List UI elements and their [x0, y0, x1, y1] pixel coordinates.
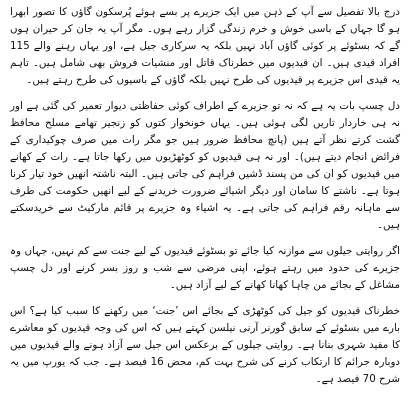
article-paragraph-1: درج بالا تفصیل سے آپ کے ذہن میں ایک جزیرے پر بسے ہوئے پُرسکون گاؤں کا تصور ابھرا ہو گا جہاں کے باسی خوش و خرم زندگی گزار رہے ہوں۔ مگر آپ یہ جان کر حیران ہوں گے کہ بسٹوئے پر کوئی گاؤں آباد نہیں بلکہ یہ سرکاری جیل ہے، اور یہاں رہنے والے 115 افراد قیدی ہیں۔ ان قیدیوں میں خطرناک قاتل اور منشیات فروش بھی شامل ہیں۔ تاہم یہ قیدی اس جزیرے پر قیدیوں کی طرح نہیں بلکہ گاؤں کے باسیوں کی طرح رہتے ہیں۔ [10, 6, 400, 86]
article-paragraph-2: دل چسپ بات یہ ہے کہ نہ تو جزیرے کے اطراف کوئی حفاظتی دیوار تعمیر کی گئی ہے اور نہ ہی خاردار تاریں لگی ہوئی ہیں۔ یہاں خونخوار کتوں کو زنجیر تھامے مسلح محافظ گشت کرتے نظر آتے ہیں (پانچ محافظ ضرور ہیں جو مگر رات میں صرف چوکیداری کے فرائض انجام دیتے ہیں)۔ اور نہ ہی قیدیوں کو کوٹھڑیوں میں رکھا جاتا ہے۔ رات کے کھانے میں قیدیوں کو ان کی من پسند ڈشیں فراہم کی جاتی ہیں۔ البتہ ناشتہ انھیں خود تیار کرنا ہوتا ہے۔ ناشتے کا سامان اور دیگر اشیائے ضرورت خریدنے کے لیے انھیں حکومت کی طرف سے ماہانہ رقم فراہم کی جاتی ہے۔ یہ اشیاء وہ جزیرے پر قائم مارکیٹ سے خریدسکتے ہیں۔ [10, 100, 400, 231]
article-paragraph-4: خطرناک قیدیوں کو جیل کی کوٹھڑی کے بجائے اس ’جنت‘ میں رکھنے کا سبب کیا ہے؟ اس بارے میں بسٹوئے کے سابق گورنر آرنی نیلسن کہتے ہیں کہ اس کی وجہ قیدیوں کو معاشرے کا مفید شہری بنانا ہے۔ روایتی جیلوں کے برعکس اس جیل سے آزاد ہونے والے قیدیوں میں دوبارہ جرائم کا ارتکاب کرنے کی شرح بہت کم، محض 16 فیصد ہے۔ جب کہ یورپ میں یہ شرح 70 فیصد ہے۔ [10, 305, 401, 385]
article-paragraph-3: اگر روایتی جیلوں سے موازنہ کیا جائے تو بسٹوئے قیدیوں کے لیے جنت سے کم نہیں، جہاں وہ جزیرے کی حدود میں رہتے ہوئے، اپنی مرضی سے شب و روز بسر کرنے اور دل چسپ مشاغل کے بجائے من چاہا کھانا کھانے کے لیے آزاد ہیں۔ [10, 245, 400, 291]
